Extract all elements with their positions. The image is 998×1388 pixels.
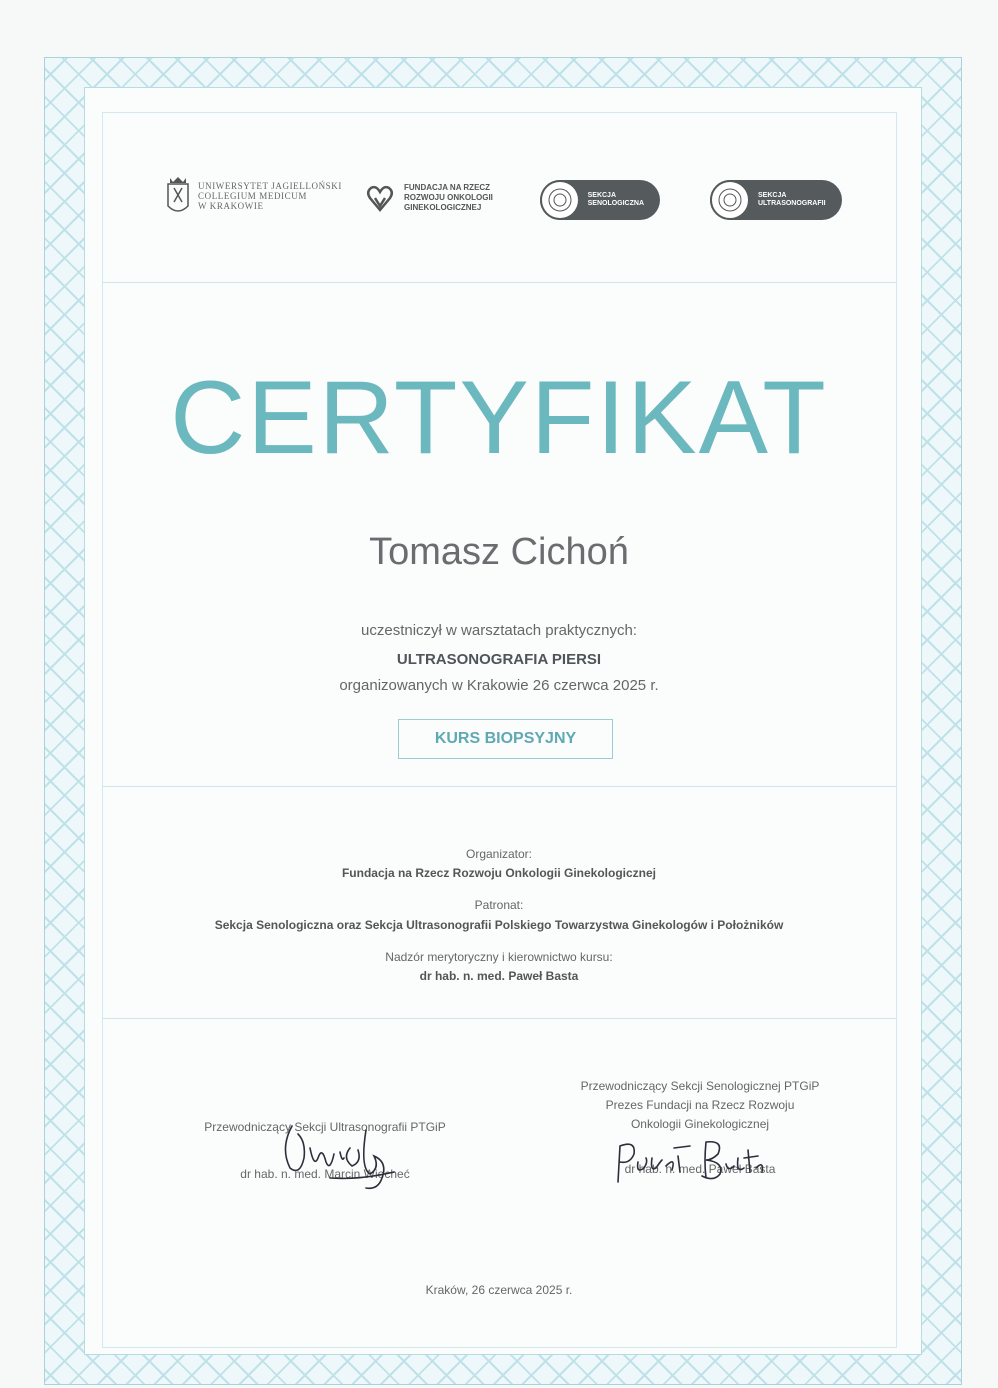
supervision-label: Nadzór merytoryczny i kierownictwo kursu: [385, 950, 613, 964]
signature-left-name: dr hab. n. med. Marcin Wiecheć [240, 1167, 410, 1181]
signature-right-role-3: Onkologii Ginekologicznej [630, 1117, 770, 1131]
handwritten-signature-left [270, 1118, 410, 1198]
signature-left-role: Przewodniczący Sekcji Ultrasonografii PTGiP [204, 1120, 446, 1134]
patronage-label: Patronat: [474, 898, 524, 912]
organizer-label: Organizator: [465, 847, 533, 861]
sekcja-senologiczna-line-1: SEKCJA [587, 192, 617, 199]
fundacja-logo-line-1: FUNDACJA NA RZECZ [404, 183, 491, 192]
course-name: ULTRASONOGRAFIA PIERSI [396, 651, 602, 668]
signature-right-name: dr hab. n. med. Paweł Basta [624, 1162, 776, 1176]
course-badge: KURS BIOPSYJNY [398, 719, 613, 759]
sekcja-senologiczna-line-2: SENOLOGICZNA [587, 200, 644, 207]
place-date: Kraków, 26 czerwca 2025 r. [425, 1283, 573, 1297]
uj-logo-line-2: COLLEGIUM MEDICUM [198, 191, 307, 201]
sekcja-ultrasonografii-logo [710, 180, 842, 220]
fundacja-ribbon-icon [362, 180, 398, 216]
seal-icon [710, 180, 750, 220]
organizer-value: Fundacja na Rzecz Rozwoju Onkologii Ginekologicznej [341, 866, 657, 880]
fundacja-logo-line-3: GINEKOLOGICZNEJ [404, 203, 482, 212]
sekcja-ultrasonografii-line-1: SEKCJA [758, 192, 787, 199]
divider-top [102, 282, 897, 283]
uj-logo-line-1: UNIWERSYTET JAGIELLOŃSKI [198, 181, 342, 191]
uj-crest-icon [164, 174, 192, 218]
fundacja-logo-line-2: ROZWOJU ONKOLOGII [404, 193, 493, 202]
uj-logo [164, 174, 342, 218]
seal-icon [540, 180, 580, 220]
sekcja-senologiczna-logo [540, 180, 660, 220]
fundacja-logo [362, 180, 493, 216]
sekcja-ultrasonografii-line-2: ULTRASONOGRAFII [758, 200, 826, 207]
signature-right-role-1: Przewodniczący Sekcji Senologicznej PTGiP [580, 1079, 820, 1093]
patronage-value: Sekcja Senologiczna oraz Sekcja Ultrasonografii Polskiego Towarzystwa Ginekologów i Położników [214, 918, 784, 932]
divider-bottom [102, 1018, 897, 1019]
signature-right-role-2: Prezes Fundacji na Rzecz Rozwoju [605, 1098, 795, 1112]
logo-bar [160, 170, 860, 230]
supervision-value: dr hab. n. med. Paweł Basta [419, 969, 579, 983]
uj-logo-line-3: W KRAKOWIE [198, 201, 264, 211]
certificate-title: CERTYFIKAT [170, 360, 828, 476]
organized-line: organizowanych w Krakowie 26 czerwca 2025 r. [339, 677, 659, 694]
divider-middle [102, 786, 897, 787]
participation-line: uczestniczył w warsztatach praktycznych: [361, 622, 637, 639]
recipient-name: Tomasz Cichoń [369, 531, 629, 573]
handwritten-signature-right [606, 1132, 786, 1192]
